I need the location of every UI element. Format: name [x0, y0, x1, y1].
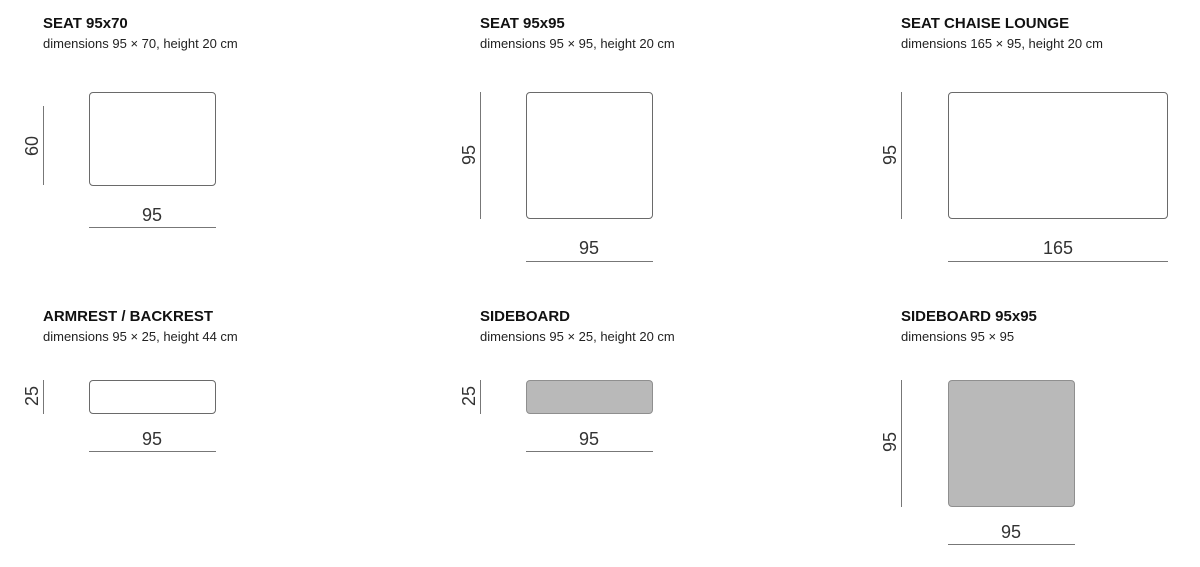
module-title: SEAT CHAISE LOUNGE: [901, 15, 1070, 32]
width-label: 95: [578, 429, 600, 449]
module-dimensions: dimensions 165 × 95, height 20 cm: [901, 36, 1103, 51]
seat-shape: [526, 92, 653, 219]
width-dimension-line: [526, 451, 653, 452]
sideboard-shape: [948, 380, 1075, 507]
armrest-shape: [89, 380, 216, 414]
depth-dimension-line: [43, 380, 44, 414]
depth-dimension-line: [43, 106, 44, 185]
depth-label: 25: [459, 385, 479, 407]
width-dimension-line: [89, 451, 216, 452]
module-title: ARMREST / BACKREST: [43, 308, 214, 325]
width-label: 95: [578, 238, 600, 258]
depth-label: 95: [880, 431, 900, 453]
module-dimensions: dimensions 95 × 70, height 20 cm: [43, 36, 238, 51]
width-label: 95: [1000, 522, 1022, 542]
sideboard-shape: [526, 380, 653, 414]
chaise-lounge-shape: [948, 92, 1168, 219]
depth-dimension-line: [480, 92, 481, 219]
depth-dimension-line: [480, 380, 481, 414]
module-dimensions: dimensions 95 × 95: [901, 329, 1015, 344]
depth-label: 25: [22, 385, 42, 407]
width-label: 95: [141, 205, 163, 225]
depth-label: 60: [22, 135, 42, 157]
module-dimensions: dimensions 95 × 95, height 20 cm: [480, 36, 675, 51]
depth-label: 95: [459, 144, 479, 166]
module-title: SEAT 95x70: [43, 15, 128, 32]
width-label: 95: [141, 429, 163, 449]
width-dimension-line: [948, 261, 1168, 262]
width-dimension-line: [526, 261, 653, 262]
depth-dimension-line: [901, 92, 902, 219]
width-dimension-line: [89, 227, 216, 228]
depth-label: 95: [880, 144, 900, 166]
width-label: 165: [1042, 238, 1074, 258]
module-dimensions: dimensions 95 × 25, height 20 cm: [480, 329, 675, 344]
module-dimensions: dimensions 95 × 25, height 44 cm: [43, 329, 238, 344]
depth-dimension-line: [901, 380, 902, 507]
width-dimension-line: [948, 544, 1075, 545]
module-title: SEAT 95x95: [480, 15, 565, 32]
seat-shape: [89, 92, 216, 186]
module-title: SIDEBOARD: [480, 308, 571, 325]
module-title: SIDEBOARD 95x95: [901, 308, 1037, 325]
